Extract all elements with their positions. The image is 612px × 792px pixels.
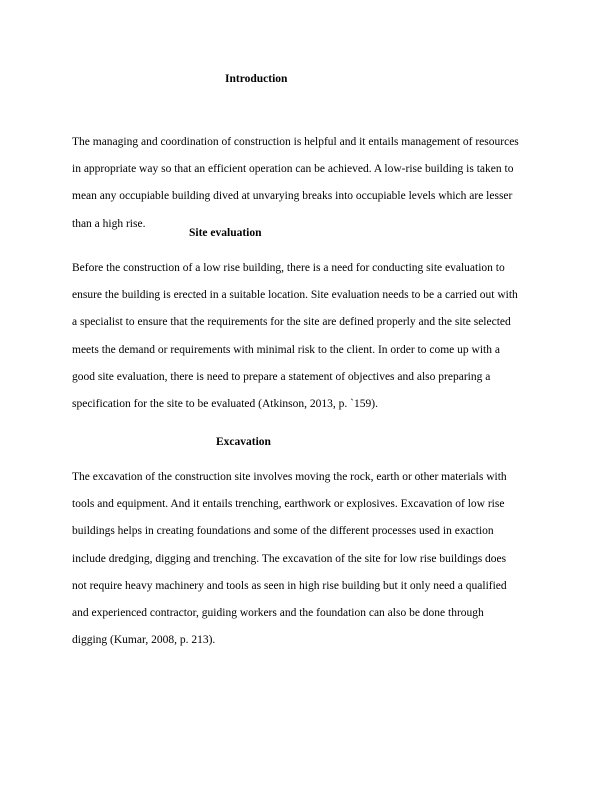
paragraph-introduction — [72, 129, 544, 238]
text-line: specification for the site to be evaluated (Atkinson, 2013, p. `159). — [72, 398, 378, 411]
text-line: in appropriate way so that an efficient operation can be achieved. A low-rise building is taken to — [72, 163, 514, 176]
text-line: meets the demand or requirements with minimal risk to the client. In order to come up with a — [72, 343, 500, 356]
text-line: ensure the building is erected in a suitable location. Site evaluation needs to be a carried out with — [72, 289, 518, 302]
text-line: buildings helps in creating foundations and some of the different processes used in exaction — [72, 525, 494, 538]
text-line: include dredging, digging and trenching. The excavation of the site for low rise buildings does — [72, 552, 507, 565]
heading-site-evaluation: Site evaluation — [189, 227, 262, 239]
text-line: The managing and coordination of construction is helpful and it entails management of resources — [72, 136, 519, 148]
heading-excavation: Excavation — [216, 436, 271, 448]
text-line: tools and equipment. And it entails trenching, earthwork or explosives. Excavation of low rise — [72, 498, 505, 511]
heading-introduction: Introduction — [225, 73, 288, 85]
text-line: mean any occupiable building dived at unvarying breaks into occupiable levels which are lesser — [72, 190, 513, 203]
text-line: digging (Kumar, 2008, p. 213). — [72, 634, 216, 647]
text-line: Before the construction of a low rise building, there is a need for conducting site evaluation to — [72, 262, 505, 274]
text-line: a specialist to ensure that the requirements for the site are defined properly and the site selected — [72, 316, 511, 329]
text-line: than a high rise. — [72, 217, 146, 230]
text-line: not require heavy machinery and tools as seen in high rise building but it only need a qualified — [72, 579, 507, 592]
text-line: The excavation of the construction site involves moving the rock, earth or other materials with — [72, 471, 507, 483]
paragraph-excavation — [72, 464, 544, 654]
paragraph-site-evaluation — [72, 255, 544, 418]
text-line: good site evaluation, there is need to prepare a statement of objectives and also preparing a — [72, 370, 491, 383]
text-line: and experienced contractor, guiding workers and the foundation can also be done through — [72, 607, 484, 620]
